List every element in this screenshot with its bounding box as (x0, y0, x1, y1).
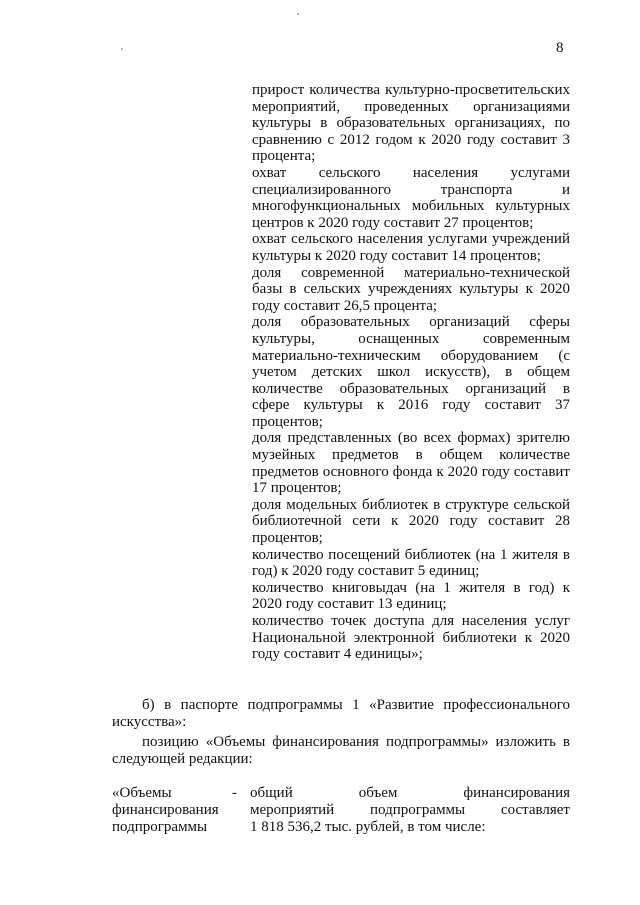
funding-text-line: 1 818 536,2 тыс. рублей, в том числе: (250, 819, 486, 835)
indicator-item: доля модельных библиотек в структуре сельской библиотечной сети к 2020 году составит 28 процентов; (252, 496, 570, 547)
amendment-position-paragraph: позицию «Объемы финансирования подпрограммы» изложить в следующей редакции: (112, 734, 570, 767)
funding-label-line: подпрограммы (112, 819, 208, 835)
target-indicators-list (252, 82, 570, 663)
indicator-item: количество точек доступа для населения услуг Национальной электронной библиотеки к 2020 году составит 4 единицы»; (252, 613, 570, 663)
indicator-item: доля образовательных организаций сферы культуры, оснащенных современным материально-техническим оборудованием (с учетом детских школ искусств), в общем количестве образовательных организаций в сфере культуры к 2016 году составит 37 процентов; (252, 314, 570, 430)
scan-speck (297, 13, 299, 15)
funding-label-line: «Объемы (112, 785, 172, 801)
indicator-item: охват сельского населения услугами специализированного транспорта и многофункциональных мобильных культурных центров к 2020 году составит 27 процентов; (252, 164, 570, 231)
amendment-paragraph-b: б) в паспорте подпрограммы 1 «Развитие профессионального искусства»: (112, 697, 570, 730)
indicator-item: количество книговыдач (на 1 жителя в год) к 2020 году составит 13 единиц; (252, 579, 570, 613)
indicator-item: доля современной материально-технической базы в сельских учреждениях культуры к 2020 году составит 26,5 процента; (252, 264, 570, 314)
funding-text-line: общий объем финансирования (250, 785, 570, 801)
funding-text (250, 785, 570, 836)
scan-speck (121, 48, 123, 50)
indicator-item: доля представленных (во всех формах) зрителю музейных предметов в общем количестве предметов основного фонда к 2020 году составит 17 процентов; (252, 430, 570, 497)
indicator-item: охват сельского населения услугами учреждений культуры к 2020 году составит 14 процентов; (252, 231, 570, 264)
indicator-item: прирост количества культурно-просветительских мероприятий, проведенных организациями культуры в образовательных организациях, по сравнению с 2012 годом к 2020 году составит 3 процента; (252, 82, 570, 165)
indicator-item: количество посещений библиотек (на 1 жителя в год) к 2020 году составит 5 единиц; (252, 546, 570, 580)
funding-label (112, 785, 232, 836)
funding-label-line: финансирования (112, 802, 219, 818)
funding-dash: - (232, 785, 237, 801)
page-number: 8 (556, 40, 564, 56)
funding-text-line: мероприятий подпрограммы составляет (250, 802, 570, 818)
